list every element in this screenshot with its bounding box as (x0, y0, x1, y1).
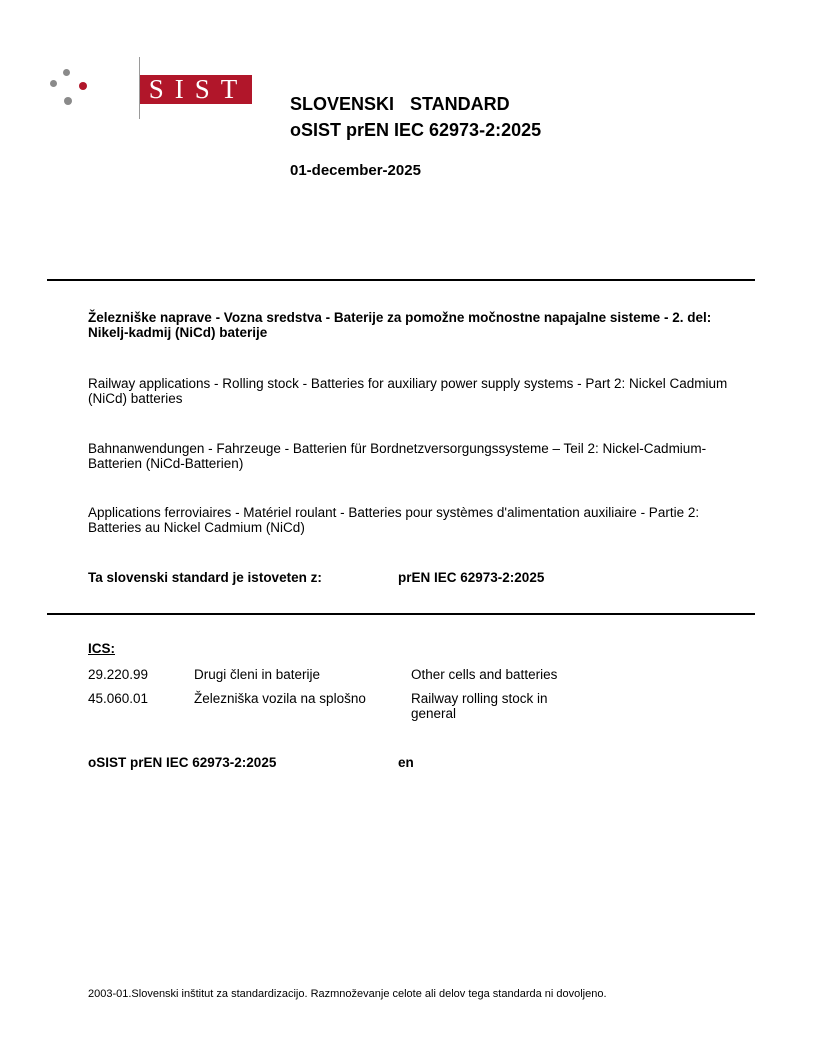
logo-dot (64, 97, 72, 105)
identity-statement (88, 570, 544, 585)
title-french: Applications ferroviaires - Matériel roulant - Batteries pour systèmes d'alimentation auxiliaire - Partie 2: Batteries au Nickel Cadmium (NiCd) (88, 505, 700, 535)
document-language-line (88, 755, 414, 770)
ics-description-sl: Železniška vozila na splošno (194, 691, 366, 706)
ics-heading: ICS: (88, 641, 115, 656)
ics-description-sl: Drugi členi in baterije (194, 667, 321, 682)
ics-code: 45.060.01 (88, 691, 149, 706)
identity-value: prEN IEC 62973-2:2025 (398, 570, 545, 585)
ics-description-en: Other cells and batteries (411, 667, 558, 682)
identity-label: Ta slovenski standard je istoveten z: (88, 570, 322, 585)
logo-dot (50, 80, 57, 87)
divider-top (47, 279, 755, 281)
sist-logo (47, 57, 249, 119)
document-code: oSIST prEN IEC 62973-2:2025 (88, 755, 277, 770)
ics-row (88, 667, 648, 683)
ics-code: 29.220.99 (88, 667, 149, 682)
ics-description-en: Railway rolling stock in general (411, 691, 548, 721)
divider-bottom (47, 613, 755, 615)
title-english: Railway applications - Rolling stock - Batteries for auxiliary power supply systems - Part 2: Nickel Cadmium (NiCd) batteries (88, 376, 728, 406)
logo-wordmark: SIST (139, 75, 252, 104)
title-slovenian: Železniške naprave - Vozna sredstva - Baterije za pomožne močnostne napajalne sisteme - 2. del: Nikelj-kadmij (NiCd) baterije (88, 310, 712, 340)
copyright-notice: 2003-01.Slovenski inštitut za standardizacijo. Razmnoževanje celote ali delov tega standarda ni dovoljeno. (88, 988, 607, 1000)
logo-divider (139, 57, 140, 119)
document-language: en (398, 755, 414, 770)
standard-type: SLOVENSKI STANDARD (290, 94, 510, 114)
ics-row (88, 691, 648, 723)
logo-dot (63, 69, 70, 76)
title-german: Bahnanwendungen - Fahrzeuge - Batterien für Bordnetzversorgungssysteme – Teil 2: Nickel-Cadmium-Batterien (NiCd-Batterien) (88, 441, 707, 471)
standard-date: 01-december-2025 (290, 162, 421, 179)
standard-id: oSIST prEN IEC 62973-2:2025 (290, 120, 542, 140)
logo-dot-accent (79, 82, 87, 90)
